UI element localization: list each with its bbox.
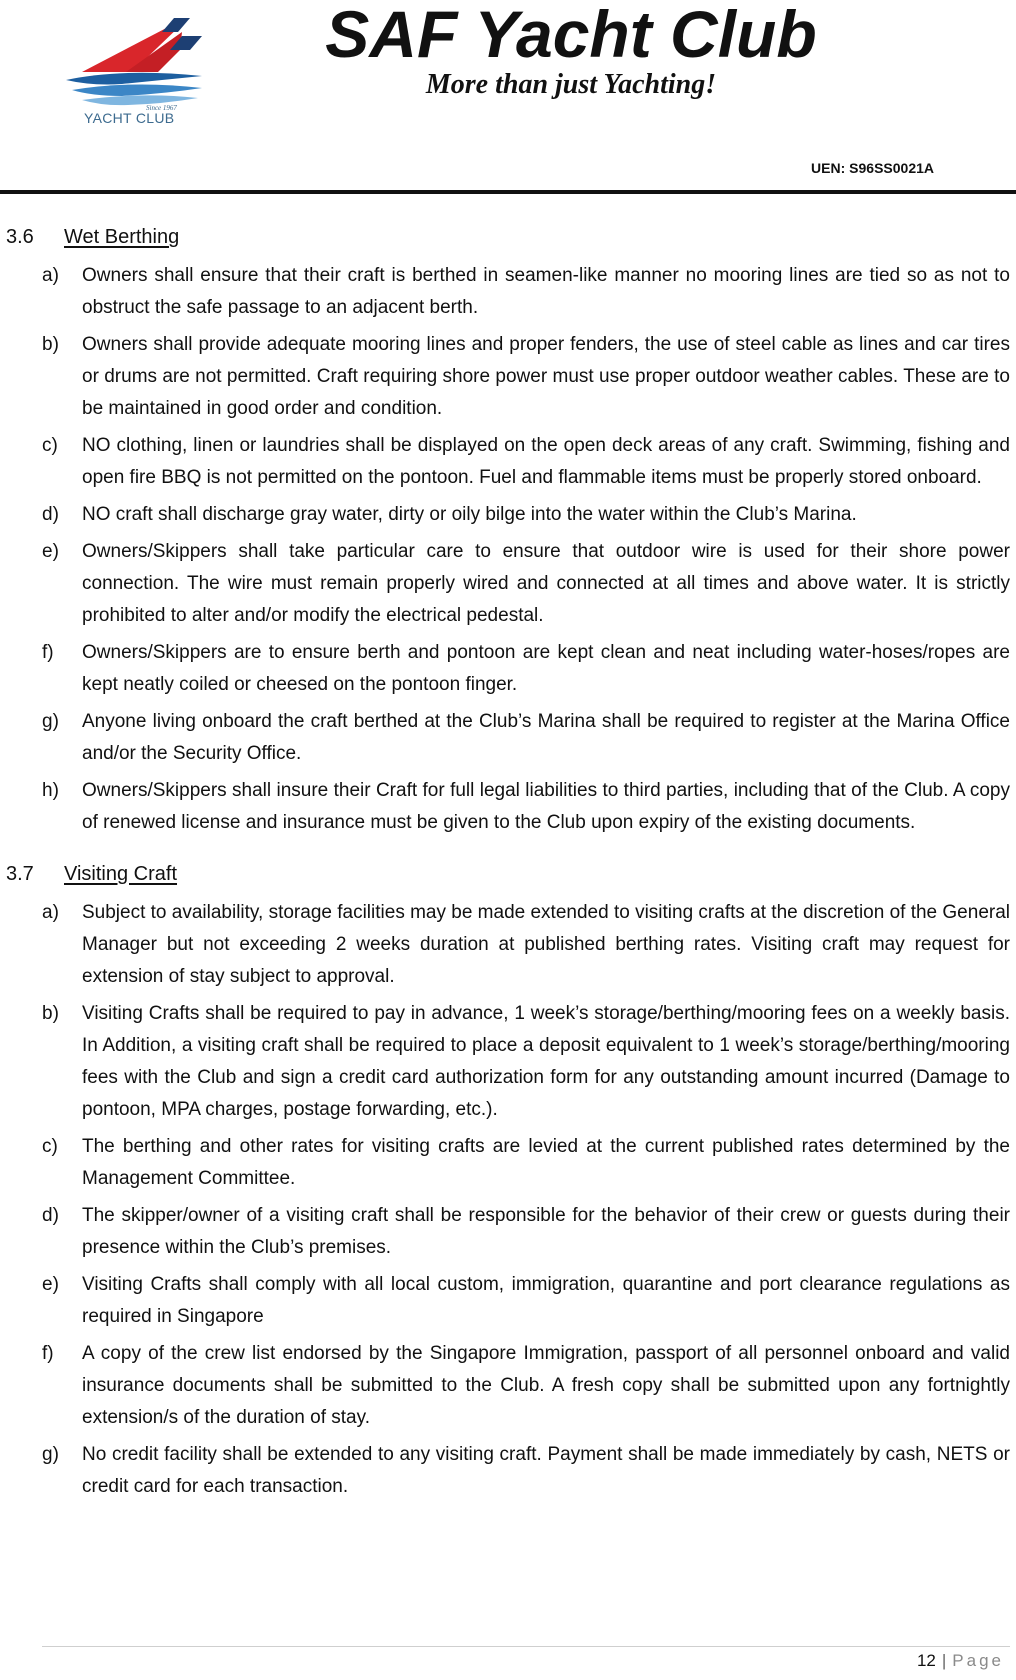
item-letter: d) [42, 504, 59, 525]
page-header [0, 0, 1016, 196]
clause-list [0, 897, 1016, 1503]
item-text: NO clothing, linen or laundries shall be displayed on the open deck areas of any craft. Swimming, fishing and open fire BBQ is not permitted on the pontoon. Fuel and flammable items must be properly stored onboard. [82, 435, 1010, 488]
item-text: A copy of the crew list endorsed by the Singapore Immigration, passport of all personnel onboard and valid insurance documents shall be submitted to the Club. A fresh copy shall be submitted upon any fortnightly extension/s of the duration of stay. [82, 1343, 1010, 1428]
item-text: Owners/Skippers shall insure their Craft for full legal liabilities to third parties, including that of the Club. A copy of renewed license and insurance must be given to the Club upon expiry of the existing documents. [82, 780, 1010, 833]
item-letter: b) [42, 334, 59, 355]
footer-divider [42, 1646, 1010, 1647]
item-text: Owners shall provide adequate mooring lines and proper fenders, the use of steel cable as lines and car tires or drums are not permitted. Craft requiring shore power must use proper outdoor weather cables. These are to be maintained in good order and condition. [82, 334, 1010, 419]
page-number: 12 [916, 1651, 936, 1670]
list-item [42, 1269, 1010, 1333]
list-item [42, 499, 1010, 531]
list-item [42, 1439, 1010, 1503]
club-title: SAF Yacht Club [325, 0, 817, 71]
section-title: Wet Berthing [64, 226, 180, 248]
list-item [42, 329, 1010, 425]
page-label: Page [952, 1651, 1004, 1670]
list-item [42, 260, 1010, 324]
item-letter: g) [42, 1444, 59, 1465]
item-text: The skipper/owner of a visiting craft shall be responsible for the behavior of their crew or guests during their presence within the Club’s premises. [82, 1205, 1010, 1258]
footer-separator: | [941, 1651, 947, 1670]
item-letter: b) [42, 1003, 59, 1024]
item-letter: a) [42, 265, 59, 286]
list-item [42, 1338, 1010, 1434]
item-letter: d) [42, 1205, 59, 1226]
item-text: The berthing and other rates for visiting crafts are levied at the current published rates determined by the Management Committee. [82, 1136, 1010, 1189]
item-text: Anyone living onboard the craft berthed at the Club’s Marina shall be required to register at the Marina Office and/or the Security Office. [82, 711, 1010, 764]
header-divider [0, 190, 1016, 194]
document-body [0, 226, 1016, 1508]
list-item [42, 775, 1010, 839]
item-letter: f) [42, 642, 54, 663]
list-item [42, 1131, 1010, 1195]
section-number: 3.7 [6, 863, 34, 885]
item-letter: e) [42, 541, 59, 562]
section-3-6 [0, 226, 1016, 839]
list-item [42, 897, 1010, 993]
list-item [42, 637, 1010, 701]
item-letter: f) [42, 1343, 54, 1364]
clause-list [0, 260, 1016, 839]
section-heading [6, 863, 1016, 897]
item-text: Owners shall ensure that their craft is berthed in seamen-like manner no mooring lines are tied so as not to obstruct the safe passage to an adjacent berth. [82, 265, 1010, 318]
list-item [42, 430, 1010, 494]
item-letter: h) [42, 780, 59, 801]
logo-since-text: Since 1967 [146, 104, 177, 112]
item-text: NO craft shall discharge gray water, dirty or oily bilge into the water within the Club’s Marina. [82, 504, 857, 525]
uen-number: UEN: S96SS0021A [811, 160, 934, 176]
section-number: 3.6 [6, 226, 34, 248]
list-item [42, 536, 1010, 632]
section-3-7 [0, 863, 1016, 1503]
item-letter: a) [42, 902, 59, 923]
logo-text: YACHT CLUB [84, 110, 175, 126]
list-item [42, 1200, 1010, 1264]
item-letter: c) [42, 435, 58, 456]
item-text: Subject to availability, storage facilities may be made extended to visiting crafts at the discretion of the General Manager but not exceeding 2 weeks duration at published berthing rates. Visiting craft may request for extension of stay subject to approval. [82, 902, 1010, 987]
club-tagline: More than just Yachting! [425, 69, 717, 100]
item-text: Owners/Skippers shall take particular care to ensure that outdoor wire is used for their shore power connection. The wire must remain properly wired and connected at all times and above water. It is strictly prohibited to alter and/or modify the electrical pedestal. [82, 541, 1010, 626]
section-title: Visiting Craft [64, 863, 178, 885]
list-item [42, 998, 1010, 1126]
item-letter: e) [42, 1274, 59, 1295]
item-text: Visiting Crafts shall comply with all local custom, immigration, quarantine and port clearance regulations as required in Singapore [82, 1274, 1010, 1327]
page-footer [917, 1651, 1004, 1671]
item-letter: c) [42, 1136, 58, 1157]
list-item [42, 706, 1010, 770]
item-text: Owners/Skippers are to ensure berth and pontoon are kept clean and neat including water-hoses/ropes are kept neatly coiled or cheesed on the pontoon finger. [82, 642, 1010, 695]
item-text: Visiting Crafts shall be required to pay in advance, 1 week’s storage/berthing/mooring fees on a weekly basis. In Addition, a visiting craft shall be required to place a deposit equivalent to 1 week’s storage/berthing/mooring fees with the Club and sign a credit card authorization form for any outstanding amount incurred (Damage to pontoon, MPA charges, postage forwarding, etc.). [82, 1003, 1010, 1120]
section-heading [6, 226, 1016, 260]
item-letter: g) [42, 711, 59, 732]
item-text: No credit facility shall be extended to any visiting craft. Payment shall be made immediately by cash, NETS or credit card for each transaction. [82, 1444, 1010, 1497]
